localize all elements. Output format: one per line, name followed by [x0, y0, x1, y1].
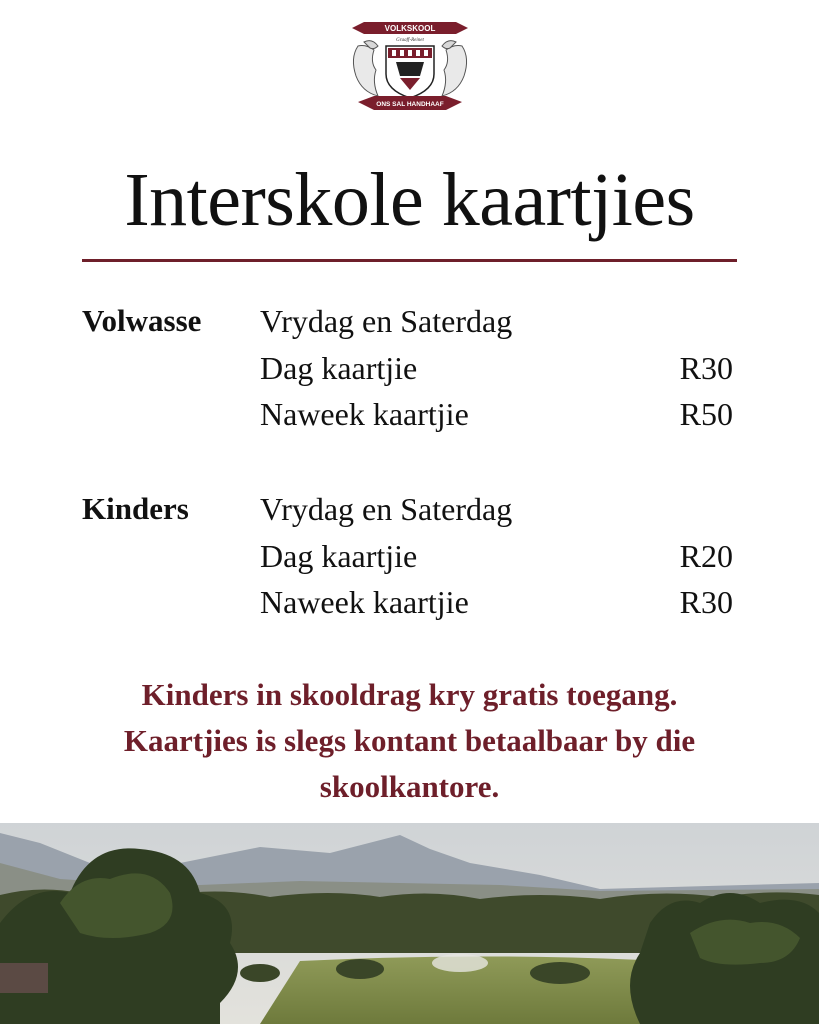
ticket-row — [260, 345, 737, 391]
crest-sub-text: Graaff-Reinet — [396, 38, 424, 43]
ticket-price: R30 — [679, 584, 733, 620]
ticket-name: Naweek kaartjie — [260, 584, 469, 620]
ticket-name: Dag kaartjie — [260, 350, 418, 386]
page-title: Interskole kaartjies — [124, 158, 695, 242]
ticket-name: Dag kaartjie — [260, 538, 418, 574]
ticket-row — [260, 579, 737, 625]
crest-motto: ONS SAL HANDHAAF — [376, 101, 444, 108]
group-days — [260, 486, 737, 532]
ticket-price: R50 — [679, 396, 733, 432]
notice-line: Kaartjies is slegs kontant betaalbaar by die — [123, 723, 696, 758]
crest-top-text: VOLKSKOOL — [384, 24, 436, 33]
days-text: Vrydag en Saterdag — [260, 303, 513, 339]
days-text: Vrydag en Saterdag — [260, 491, 513, 527]
group-label: Volwasse — [82, 303, 202, 338]
notice-line: skoolkantore. — [319, 769, 500, 804]
ticket-price: R30 — [679, 350, 733, 386]
landscape-photo — [0, 823, 819, 1024]
notice-line: Kinders in skooldrag kry gratis toegang. — [141, 677, 678, 712]
ticket-row — [260, 391, 737, 437]
title-divider — [82, 259, 737, 262]
ticket-row — [260, 533, 737, 579]
group-label: Kinders — [82, 491, 189, 526]
ticket-price: R20 — [679, 538, 733, 574]
school-crest-logo — [344, 18, 476, 116]
group-days — [260, 298, 737, 344]
notice-text — [0, 672, 819, 810]
ticket-name: Naweek kaartjie — [260, 396, 469, 432]
